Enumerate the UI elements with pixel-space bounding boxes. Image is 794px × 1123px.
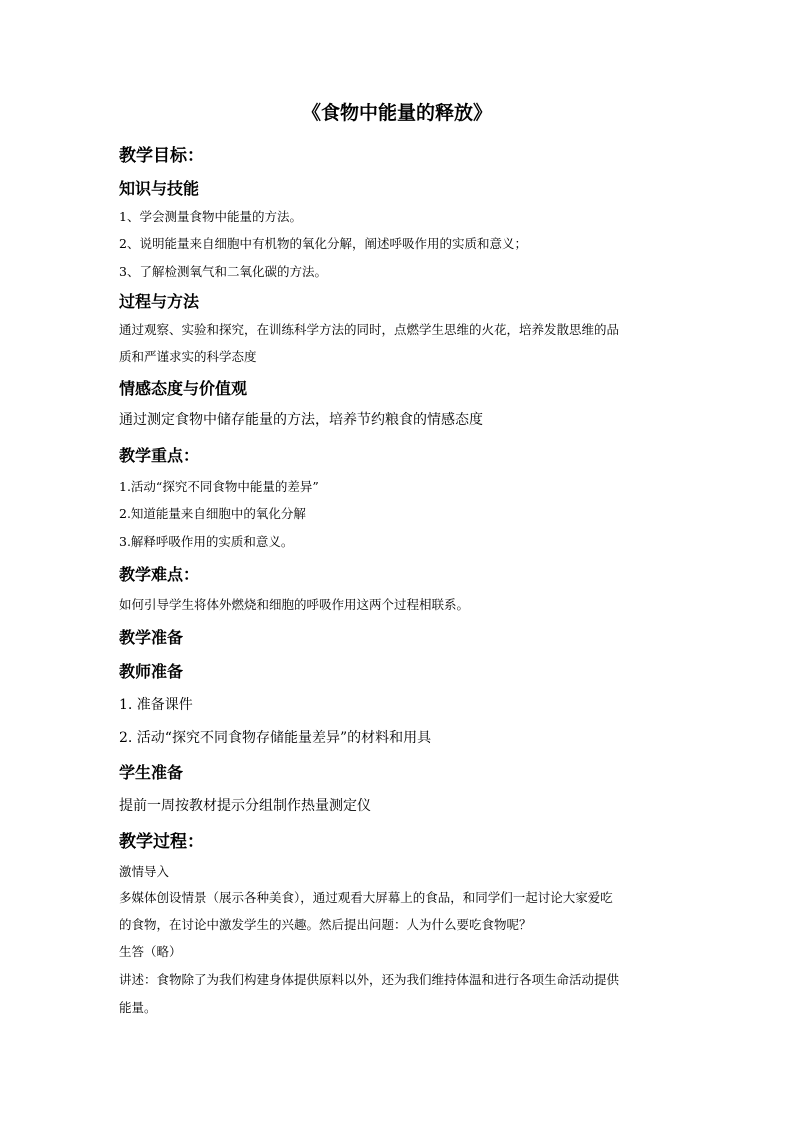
- heading-process: 教学过程：: [119, 832, 204, 852]
- document-title: 《食物中能量的释放》: [301, 102, 492, 124]
- process-text-line-1: 通过观察、实验和探究，在训练科学方法的同时，点燃学生思维的火花，培养发散思维的品: [119, 322, 620, 337]
- student-text: 提前一周按教材提示分组制作热量测定仪: [119, 798, 371, 814]
- knowledge-item-2: 2、说明能量来自细胞中有机物的氧化分解，阐述呼吸作用的实质和意义；: [119, 236, 527, 251]
- teacher-item-1: 1. 准备课件: [119, 697, 193, 713]
- teacher-item-2: 2. 活动“探究不同食物存储能量差异”的材料和用具: [119, 730, 432, 746]
- knowledge-item-3: 3、了解检测氧气和二氧化碳的方法。: [119, 264, 327, 279]
- heading-preparation: 教学准备: [119, 628, 184, 647]
- student-answer: 生答（略）: [119, 944, 182, 959]
- key-item-3: 3.解释呼吸作用的实质和意义。: [119, 534, 294, 549]
- heading-teacher-prep: 教师准备: [119, 662, 184, 681]
- key-item-2: 2.知道能量来自细胞中的氧化分解: [119, 506, 306, 521]
- heading-student-prep: 学生准备: [119, 763, 184, 782]
- intro-heading: 激情导入: [119, 864, 170, 879]
- explanation-line-1: 讲述：食物除了为我们构建身体提供原料以外，还为我们维持体温和进行各项生命活动提供: [119, 972, 620, 987]
- heading-key-points: 教学重点：: [119, 446, 200, 465]
- difficult-text: 如何引导学生将体外燃烧和细胞的呼吸作用这两个过程相联系。: [119, 597, 470, 612]
- emotion-text: 通过测定食物中储存能量的方法，培养节约粮食的情感态度: [119, 412, 483, 428]
- heading-emotion-values: 情感态度与价值观: [119, 379, 248, 398]
- heading-knowledge-skills: 知识与技能: [119, 179, 200, 198]
- heading-process-methods: 过程与方法: [119, 292, 200, 311]
- explanation-line-2: 能量。: [119, 1000, 157, 1015]
- key-item-1: 1.活动“探究不同食物中能量的差异”: [119, 479, 319, 494]
- heading-difficult-points: 教学难点：: [119, 565, 200, 584]
- knowledge-item-1: 1、学会测量食物中能量的方法。: [119, 209, 302, 224]
- heading-teaching-goals: 教学目标：: [119, 146, 204, 166]
- intro-text-line-1: 多媒体创设情景（展示各种美食），通过观看大屏幕上的食品，和同学们一起讨论大家爱吃: [119, 890, 613, 905]
- intro-text-line-2: 的食物，在讨论中激发学生的兴趣。然后提出问题：人为什么要吃食物呢？: [119, 917, 532, 932]
- process-text-line-2: 质和严谨求实的科学态度: [119, 349, 257, 364]
